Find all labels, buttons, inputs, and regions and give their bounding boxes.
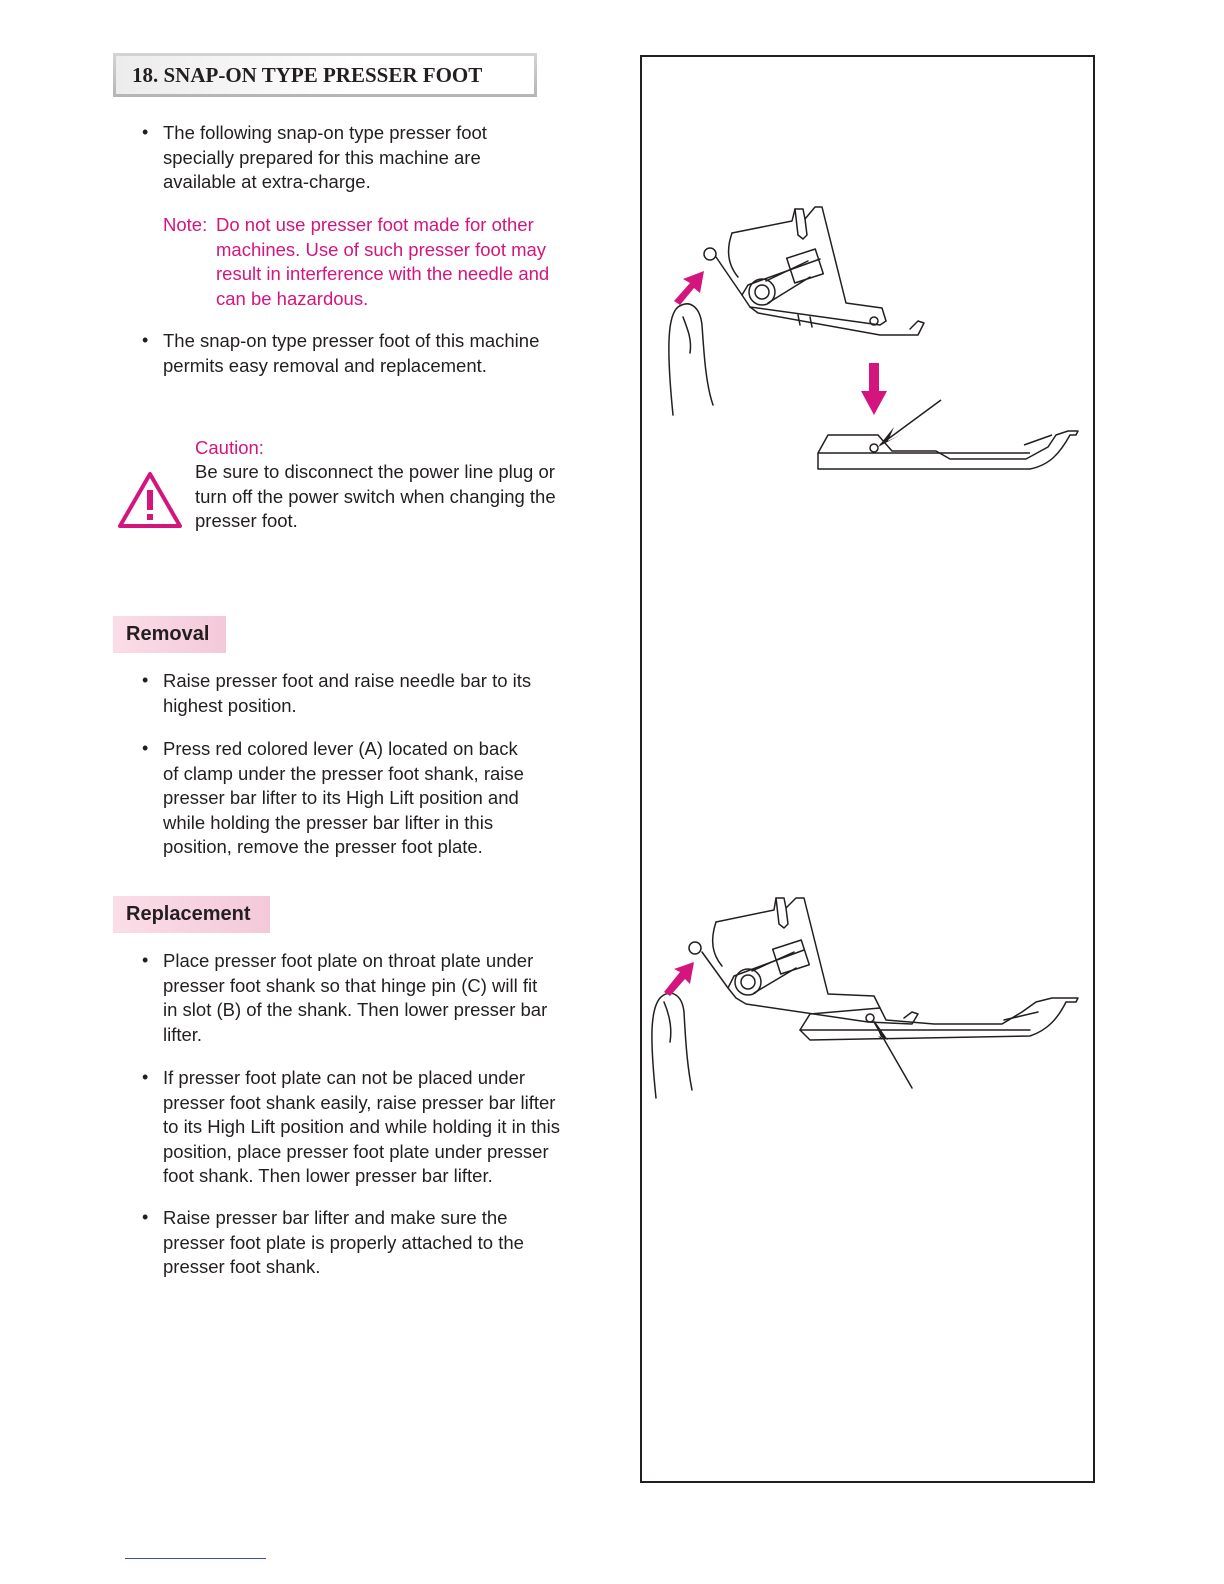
text-line: turn off the power switch when changing the bbox=[195, 485, 556, 507]
bullet-dot-icon: • bbox=[142, 950, 149, 970]
bullet-dot-icon: • bbox=[142, 738, 149, 758]
caution-text bbox=[195, 460, 556, 534]
bullet-dot-icon: • bbox=[142, 1207, 149, 1227]
replacement-heading: Replacement bbox=[113, 896, 270, 933]
text-line: specially prepared for this machine are bbox=[163, 146, 481, 168]
text-line: Place presser foot plate on throat plate under bbox=[163, 950, 534, 971]
removal-bullet-1 bbox=[163, 669, 531, 718]
text-line: Be sure to disconnect the power line plug or bbox=[195, 461, 555, 482]
bullet-dot-icon: • bbox=[142, 122, 149, 142]
footer-rule bbox=[125, 1558, 266, 1559]
bullet-dot-icon: • bbox=[142, 330, 149, 350]
section-header bbox=[113, 53, 537, 97]
text-line: position, remove the presser foot plate. bbox=[163, 836, 483, 857]
replacement-bullet-2 bbox=[163, 1066, 560, 1189]
text-line: Raise presser bar lifter and make sure the bbox=[163, 1207, 508, 1228]
replacement-bullet-1 bbox=[163, 949, 547, 1047]
text-line: to its High Lift position and while holding it in this bbox=[163, 1116, 560, 1137]
text-line: position, place presser foot plate under presser bbox=[163, 1140, 549, 1162]
text-line: of clamp under the presser foot shank, raise bbox=[163, 762, 524, 784]
removal-illustration bbox=[650, 195, 1090, 485]
text-line: foot shank. Then lower presser bar lifter. bbox=[163, 1165, 493, 1186]
text-line: machines. Use of such presser foot may bbox=[216, 238, 547, 260]
warning-triangle-icon bbox=[117, 470, 183, 530]
text-line: presser foot plate is properly attached to the bbox=[163, 1231, 524, 1253]
text-line: highest position. bbox=[163, 694, 297, 716]
text-line: lifter. bbox=[163, 1023, 203, 1045]
text-line: result in interference with the needle and bbox=[216, 263, 550, 284]
text-line: If presser foot plate can not be placed under bbox=[163, 1067, 526, 1088]
text-line: permits easy removal and replacement. bbox=[163, 354, 487, 376]
caution-title: Caution: bbox=[195, 437, 264, 458]
text-line: can be hazardous. bbox=[216, 287, 369, 309]
text-line: presser foot. bbox=[195, 510, 298, 531]
section-title: 18. SNAP-ON TYPE PRESSER FOOT bbox=[116, 56, 534, 94]
text-line: presser foot shank. bbox=[163, 1256, 321, 1277]
text-line: Raise presser foot and raise needle bar to its bbox=[163, 670, 532, 691]
removal-bullet-2 bbox=[163, 737, 524, 860]
text-line: The following snap-on type presser foot bbox=[163, 122, 487, 143]
text-line: Press red colored lever (A) located on back bbox=[163, 738, 518, 759]
text-line: presser bar lifter to its High Lift position and bbox=[163, 787, 519, 808]
text-line: while holding the presser bar lifter in this bbox=[163, 811, 494, 833]
text-line: presser foot shank easily, raise presser bar lifter bbox=[163, 1091, 556, 1113]
note-text bbox=[216, 213, 549, 311]
removal-heading: Removal bbox=[113, 616, 226, 653]
text-line: presser foot shank so that hinge pin (C) will fit bbox=[163, 974, 538, 996]
text-line: The snap-on type presser foot of this machine bbox=[163, 330, 540, 351]
text-line: in slot (B) of the shank. Then lower presser bar bbox=[163, 999, 548, 1020]
text-line: Do not use presser foot made for other bbox=[216, 214, 534, 235]
note-label: Note: bbox=[163, 214, 208, 235]
bullet-dot-icon: • bbox=[142, 1067, 149, 1087]
intro-bullet-1 bbox=[163, 121, 487, 195]
text-line: available at extra-charge. bbox=[163, 171, 371, 192]
bullet-dot-icon: • bbox=[142, 670, 149, 690]
replacement-illustration bbox=[650, 890, 1090, 1110]
replacement-bullet-3 bbox=[163, 1206, 524, 1280]
intro-bullet-2 bbox=[163, 329, 539, 378]
